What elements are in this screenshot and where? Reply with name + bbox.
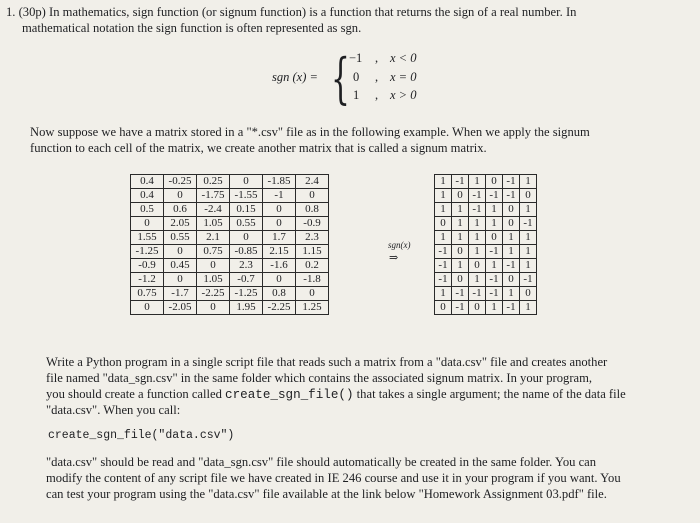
para4-line-3: can test your program using the "data.csv" file available at the link below "Homework Assignment 03.pdf" file. [46, 487, 607, 501]
matrix-cell: 1 [435, 203, 452, 217]
matrix-cell: -0.85 [230, 245, 263, 259]
matrix-cell: 0.2 [296, 259, 329, 273]
matrix-cell: 1 [486, 217, 503, 231]
matrix-row [131, 203, 329, 217]
intro-line-1: 1. (30p) In mathematics, sign function (or signum function) is a function that returns the sign of a real number. In [6, 5, 577, 19]
matrix-cell: 0 [486, 175, 503, 189]
matrix-row [435, 287, 537, 301]
matrix-cell: -1.7 [164, 287, 197, 301]
matrix-cell: 1.7 [263, 231, 296, 245]
matrix-cell: -1 [503, 301, 520, 315]
matrix-cell: 2.4 [296, 175, 329, 189]
matrix-cell: 0.75 [131, 287, 164, 301]
matrix-cell: 0 [503, 203, 520, 217]
matrix-cell: 1 [486, 259, 503, 273]
matrix-cell: -0.9 [131, 259, 164, 273]
matrix-cell: 1 [486, 301, 503, 315]
matrix-cell: 0.4 [131, 175, 164, 189]
matrix-cell: 1.55 [131, 231, 164, 245]
matrix-cell: 1.25 [296, 301, 329, 315]
matrix-cell: -1.25 [230, 287, 263, 301]
para4-line-2: modify the content of any script file we have created in IE 246 course and use it in your program if you want. You [46, 471, 621, 485]
matrix-cell: -1 [520, 273, 537, 287]
matrix-cell: -0.9 [296, 217, 329, 231]
matrix-cell: 1 [520, 301, 537, 315]
matrix-cell: 0.55 [230, 217, 263, 231]
matrix-cell: -1 [452, 175, 469, 189]
matrix-cell: 2.3 [230, 259, 263, 273]
para3-line-3a: you should create a function called [46, 387, 226, 401]
matrix-row [131, 259, 329, 273]
matrix-cell: -1 [486, 287, 503, 301]
matrix-cell: 0 [263, 273, 296, 287]
matrix-cell: -1 [263, 189, 296, 203]
matrix-row [131, 273, 329, 287]
matrix-cell: 1 [503, 245, 520, 259]
matrix-cell: 2.05 [164, 217, 197, 231]
matrix-cell: 0.8 [296, 203, 329, 217]
matrix-row [435, 189, 537, 203]
matrix-cell: 1 [520, 175, 537, 189]
matrix-cell: 0 [520, 189, 537, 203]
matrix-row [435, 245, 537, 259]
para4-line-1: "data.csv" should be read and "data_sgn.csv" file should automatically be created in the same folder. You can [46, 455, 597, 469]
para3-line-1: Write a Python program in a single script file that reads such a matrix from a "data.csv" file and creates another [46, 355, 608, 369]
matrix-cell: 1 [486, 203, 503, 217]
matrix-cell: 0 [452, 245, 469, 259]
matrix-cell: 1 [435, 175, 452, 189]
matrix-cell: 1 [469, 273, 486, 287]
matrix-cell: 0 [263, 217, 296, 231]
function-name-code: create_sgn_file() [225, 388, 354, 402]
case-sep-zero: , [375, 70, 379, 84]
matrix-cell: -2.25 [197, 287, 230, 301]
matrix-cell: -1.2 [131, 273, 164, 287]
case-cond-neg: x < 0 [390, 51, 417, 65]
matrix-row [131, 287, 329, 301]
para2-line-2: function to each cell of the matrix, we create another matrix that is called a signum matrix. [30, 141, 487, 155]
matrix-cell: -1 [503, 189, 520, 203]
matrix-cell: 0 [230, 231, 263, 245]
matrix-cell: -1 [452, 287, 469, 301]
matrix-cell: 1 [503, 231, 520, 245]
matrix-cell: 0 [131, 217, 164, 231]
matrix-cell: 1 [520, 203, 537, 217]
matrix-cell: 0 [263, 203, 296, 217]
matrix-cell: 1 [452, 231, 469, 245]
matrix-cell: 0.6 [164, 203, 197, 217]
matrix-cell: -1 [469, 189, 486, 203]
sign-matrix-table [434, 174, 537, 315]
para3-line-4: "data.csv". When you call: [46, 403, 181, 417]
matrix-cell: 0 [452, 189, 469, 203]
matrix-row [435, 259, 537, 273]
matrix-cell: -2.25 [263, 301, 296, 315]
matrix-cell: -1.75 [197, 189, 230, 203]
matrix-cell: 0.55 [164, 231, 197, 245]
matrix-cell: 0 [164, 189, 197, 203]
matrix-cell: 0 [197, 301, 230, 315]
case-value-neg: −1 [349, 51, 363, 65]
matrix-row [435, 203, 537, 217]
left-brace: { [331, 47, 350, 110]
case-cond-pos: x > 0 [390, 88, 417, 102]
matrix-row [435, 301, 537, 315]
matrix-cell: -1 [469, 203, 486, 217]
matrix-cell: 0.8 [263, 287, 296, 301]
matrix-cell: 1 [503, 287, 520, 301]
case-sep-neg: , [375, 51, 379, 65]
matrix-cell: 0 [469, 259, 486, 273]
matrix-cell: 0 [296, 287, 329, 301]
matrix-cell: 1 [435, 287, 452, 301]
matrix-cell: 2.3 [296, 231, 329, 245]
para2-line-1: Now suppose we have a matrix stored in a "*.csv" file as in the following example. When we apply the signum [30, 125, 590, 139]
matrix-row [435, 231, 537, 245]
matrix-cell: 1 [469, 217, 486, 231]
para3-line-3 [46, 386, 626, 403]
matrix-row [131, 217, 329, 231]
matrix-cell: 0.4 [131, 189, 164, 203]
matrix-cell: -1.8 [296, 273, 329, 287]
case-cond-zero: x = 0 [390, 70, 417, 84]
matrix-row [435, 217, 537, 231]
matrix-cell: -1 [503, 175, 520, 189]
matrix-cell: -0.7 [230, 273, 263, 287]
matrix-cell: 0 [452, 273, 469, 287]
matrix-cell: 0 [486, 231, 503, 245]
matrix-cell: 0 [197, 259, 230, 273]
matrix-row [435, 273, 537, 287]
matrix-cell: 1 [435, 189, 452, 203]
matrix-row [131, 245, 329, 259]
matrix-cell: 1 [520, 231, 537, 245]
matrix-cell: 0 [520, 287, 537, 301]
matrix-cell: 1 [452, 203, 469, 217]
matrix-cell: -0.25 [164, 175, 197, 189]
para3-line-2: file named "data_sgn.csv" in the same folder which contains the associated signum matrix. In your program, [46, 371, 593, 385]
matrix-cell: 1 [469, 231, 486, 245]
transform-label: sgn(x) [388, 240, 411, 250]
matrix-cell: 1 [435, 231, 452, 245]
matrix-cell: 1.05 [197, 217, 230, 231]
case-value-zero: 0 [353, 70, 360, 84]
matrix-cell: 1.05 [197, 273, 230, 287]
matrix-cell: 0 [503, 217, 520, 231]
matrix-cell: 0 [296, 189, 329, 203]
matrix-cell: 0 [164, 273, 197, 287]
code-call: create_sgn_file("data.csv") [48, 429, 235, 442]
matrix-cell: 0 [131, 301, 164, 315]
matrix-cell: -1 [435, 259, 452, 273]
matrix-cell: -1.25 [131, 245, 164, 259]
matrix-cell: -2.4 [197, 203, 230, 217]
matrix-cell: 1 [520, 259, 537, 273]
matrix-cell: 0.15 [230, 203, 263, 217]
matrix-cell: 0 [230, 175, 263, 189]
matrix-cell: 0 [503, 273, 520, 287]
matrix-cell: 0.45 [164, 259, 197, 273]
para3-line-3b: that takes a single argument; the name of the data file [353, 387, 626, 401]
matrix-cell: -1 [486, 245, 503, 259]
matrix-cell: 0 [469, 301, 486, 315]
matrix-cell: -1 [435, 273, 452, 287]
case-sep-pos: , [375, 88, 379, 102]
matrix-cell: -1.85 [263, 175, 296, 189]
input-matrix-table [130, 174, 329, 315]
matrix-cell: -1 [469, 287, 486, 301]
matrix-cell: -2.05 [164, 301, 197, 315]
matrix-cell: 0.75 [197, 245, 230, 259]
formula-lhs: sgn (x) = [272, 70, 318, 84]
matrix-cell: 0.5 [131, 203, 164, 217]
matrix-cell: 2.1 [197, 231, 230, 245]
matrix-cell: 1 [452, 217, 469, 231]
matrix-row [435, 175, 537, 189]
matrix-cell: 0 [435, 301, 452, 315]
matrix-cell: 0 [435, 217, 452, 231]
matrix-cell: -1 [486, 189, 503, 203]
matrix-cell: -1.55 [230, 189, 263, 203]
intro-line-2: mathematical notation the sign function is often represented as sgn. [22, 21, 362, 35]
matrix-cell: -1 [503, 259, 520, 273]
matrix-cell: 1 [469, 175, 486, 189]
matrix-cell: 0 [164, 245, 197, 259]
matrix-cell: 1 [452, 259, 469, 273]
matrix-cell: 1 [469, 245, 486, 259]
matrix-cell: 1 [520, 245, 537, 259]
matrix-row [131, 301, 329, 315]
matrix-cell: -1 [452, 301, 469, 315]
matrix-cell: 1.15 [296, 245, 329, 259]
matrix-row [131, 175, 329, 189]
matrix-cell: -1 [520, 217, 537, 231]
matrix-cell: 1.95 [230, 301, 263, 315]
matrix-row [131, 231, 329, 245]
matrix-row [131, 189, 329, 203]
matrix-cell: 2.15 [263, 245, 296, 259]
matrix-cell: -1.6 [263, 259, 296, 273]
matrix-cell: -1 [435, 245, 452, 259]
transform-arrow-icon: ⇒ [389, 252, 399, 264]
case-value-pos: 1 [353, 88, 360, 102]
matrix-cell: 0.25 [197, 175, 230, 189]
matrix-cell: -1 [486, 273, 503, 287]
